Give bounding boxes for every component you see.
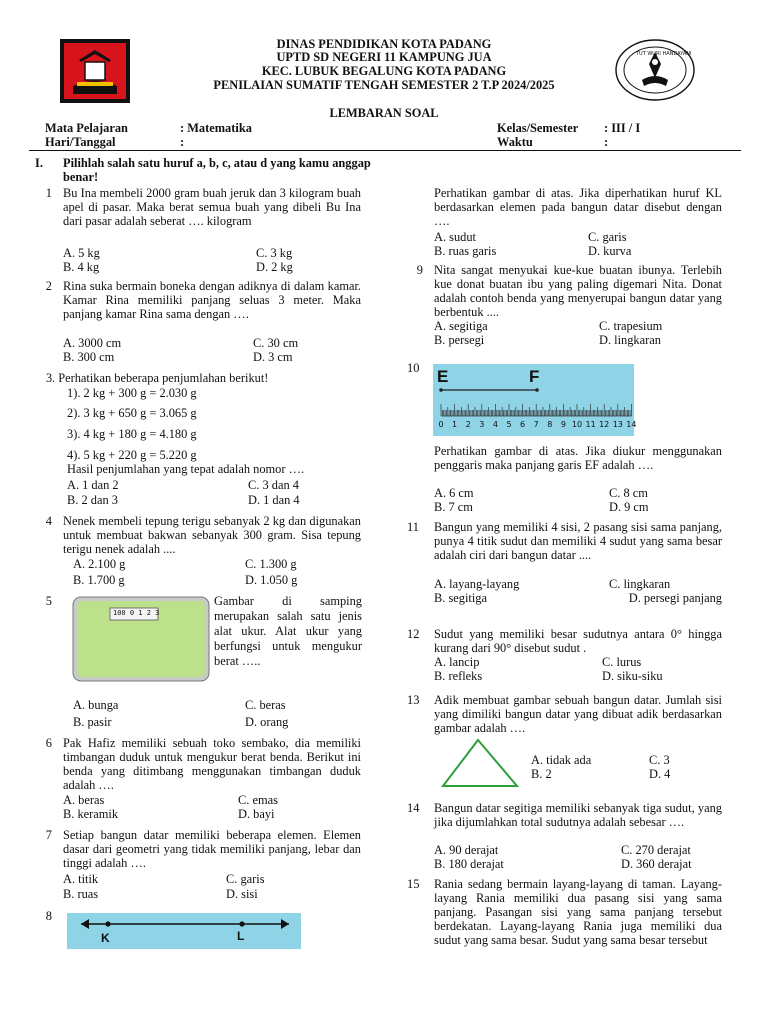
q11-number: 11 <box>407 520 419 534</box>
ruler-number-label: 0 <box>438 420 444 429</box>
ruler-number-label: 11 <box>585 420 596 429</box>
q10-option-b[interactable]: B. 7 cm <box>434 500 473 514</box>
q12-option-c[interactable]: C. lurus <box>602 655 642 669</box>
q11-option-c[interactable]: C. lingkaran <box>609 577 671 591</box>
q14-option-d[interactable]: D. 360 derajat <box>621 857 692 871</box>
header-divider <box>29 150 741 151</box>
q12-number: 12 <box>407 627 420 641</box>
q2-option-b[interactable]: B. 300 cm <box>63 350 115 364</box>
date-label: Hari/Tanggal <box>45 135 116 149</box>
q13-option-b[interactable]: B. 2 <box>531 767 552 781</box>
q1-number: 1 <box>45 186 52 200</box>
ruler-number-label: 10 <box>571 420 583 429</box>
q8-number: 8 <box>45 909 52 923</box>
q14-number: 14 <box>407 801 420 815</box>
q6-option-b[interactable]: B. keramik <box>63 807 119 821</box>
ruler-number-label: 12 <box>599 420 610 429</box>
point-k-label: K <box>101 931 110 945</box>
point-l-label: L <box>237 929 245 943</box>
header-line-4: PENILAIAN SUMATIF TENGAH SEMESTER 2 T.P 2024/2025 <box>213 78 555 92</box>
q6-option-c[interactable]: C. emas <box>238 793 278 807</box>
q3-option-a[interactable]: A. 1 dan 2 <box>67 478 119 492</box>
q5-number: 5 <box>45 594 52 608</box>
ruler-number-label: 1 <box>452 420 458 429</box>
q10-option-a[interactable]: A. 6 cm <box>434 486 474 500</box>
time-value: : <box>604 135 609 149</box>
q12-text: Sudut yang memiliki besar sudutnya antara 0° hingga kurang dari 90° disebut sudut . <box>434 627 722 655</box>
subject-label: Mata Pelajaran <box>45 121 128 135</box>
q3-option-d[interactable]: D. 1 dan 4 <box>248 493 300 507</box>
triangle-image <box>440 737 520 789</box>
q13-number: 13 <box>407 693 420 707</box>
point-e-label: E <box>437 367 449 386</box>
ruler-number-label: 6 <box>520 420 526 429</box>
subject-value: : Matematika <box>180 121 252 135</box>
document-title: LEMBARAN SOAL <box>329 106 439 120</box>
q1-text: Bu Ina membeli 2000 gram buah jeruk dan 3 kilogram buah apel di pasar. Maka berat semua buah yang dibeli Bu Ina dari pasar adalah seberat …. kilogram <box>63 186 361 228</box>
q7-number: 7 <box>45 828 52 842</box>
point-f-label: F <box>529 367 540 386</box>
ruler-number-label: 5 <box>506 420 512 429</box>
ruler-number-label: 3 <box>479 420 485 429</box>
q13-option-d[interactable]: D. 4 <box>649 767 671 781</box>
q8-text: Perhatikan gambar di atas. Jika diperhatikan huruf KL berdasarkan elemen pada bangun datar disebut dengan …. <box>434 186 722 228</box>
header-line-1: DINAS PENDIDIKAN KOTA PADANG <box>276 37 492 51</box>
logo-motto-text: TUT WURI HANDAYANI <box>636 51 692 57</box>
q2-option-d[interactable]: D. 3 cm <box>253 350 293 364</box>
q9-option-d[interactable]: D. lingkaran <box>599 333 661 347</box>
q5-text: Gambar di samping merupakan salah satu jenis alat ukur. Alat ukur yang berfungsi untuk mengukur berat ….. <box>214 594 362 668</box>
q3-option-c[interactable]: C. 3 dan 4 <box>248 478 299 492</box>
q5-option-a[interactable]: A. bunga <box>73 698 119 712</box>
q6-text: Pak Hafiz memiliki sebuah toko sembako, dia memiliki timbangan duduk untuk mengukur berat benda. Berikut ini benda yang ditimbang menggunakan timbangan duduk adalah …. <box>63 736 361 792</box>
ruler-number-label: 7 <box>533 420 539 429</box>
q2-option-c[interactable]: C. 30 cm <box>253 336 299 350</box>
q7-option-c[interactable]: C. garis <box>226 872 265 886</box>
ruler-number-label: 8 <box>547 420 553 429</box>
q10-text: Perhatikan gambar di atas. Jika diukur menggunakan penggaris maka panjang garis EF adalah …. <box>434 444 722 472</box>
q11-text: Bangun yang memiliki 4 sisi, 2 pasang sisi sama panjang, punya 4 titik sudut dan memiliki 4 sudut yang sama besar adalah ciri dari bangun datar .... <box>434 520 722 562</box>
q13-option-a[interactable]: A. tidak ada <box>531 753 592 767</box>
q4-text: Nenek membeli tepung terigu sebanyak 2 kg dan digunakan untuk membuat bakwan sebanyak 300 gram. Sisa tepung terigu nenek adalah .... <box>63 514 361 556</box>
q13-option-c[interactable]: C. 3 <box>649 753 670 767</box>
q4-number: 4 <box>45 514 52 528</box>
q7-option-a[interactable]: A. titik <box>63 872 99 886</box>
q4-option-c[interactable]: C. 1.300 g <box>245 557 297 571</box>
q10-option-d[interactable]: D. 9 cm <box>609 500 649 514</box>
q5-option-c[interactable]: C. beras <box>245 698 286 712</box>
q10-number: 10 <box>407 361 420 375</box>
q8-option-d[interactable]: D. kurva <box>588 244 632 258</box>
q3-item-4: 4). 5 kg + 220 g = 5.220 g <box>67 448 197 462</box>
ruler-ef-image <box>433 364 637 436</box>
q3-intro: . Perhatikan beberapa penjumlahan berikut! <box>52 371 269 385</box>
line-segment-kl-image <box>67 913 301 949</box>
q14-option-b[interactable]: B. 180 derajat <box>434 857 504 871</box>
q11-option-a[interactable]: A. layang-layang <box>434 577 520 591</box>
q3-item-2: 2). 3 kg + 650 g = 3.065 g <box>67 406 197 420</box>
class-label: Kelas/Semester <box>497 121 579 135</box>
q6-option-a[interactable]: A. beras <box>63 793 105 807</box>
ruler-number-label: 14 <box>626 420 637 429</box>
q15-number: 15 <box>407 877 420 891</box>
q6-option-d[interactable]: D. bayi <box>238 807 275 821</box>
q14-option-c[interactable]: C. 270 derajat <box>621 843 691 857</box>
q10-option-c[interactable]: C. 8 cm <box>609 486 648 500</box>
section-instruction: Pilihlah salah satu huruf a, b, c, atau d yang kamu anggap benar! <box>63 156 371 184</box>
ruler-number-label: 2 <box>465 420 471 429</box>
q2-text: Rina suka bermain boneka dengan adiknya di dalam kamar. Kamar Rina memiliki panjang seluas 3 meter. Maka panjang kamar Rina sama dengan …. <box>63 279 361 321</box>
date-value: : <box>180 135 185 149</box>
time-label: Waktu <box>497 135 533 149</box>
q5-option-d[interactable]: D. orang <box>245 715 289 729</box>
q12-option-a[interactable]: A. lancip <box>434 655 480 669</box>
q9-option-b[interactable]: B. persegi <box>434 333 485 347</box>
q1-option-b[interactable]: B. 4 kg <box>63 260 100 274</box>
q3-number: 3 <box>46 371 53 385</box>
q12-option-b[interactable]: B. refleks <box>434 669 483 683</box>
q1-option-a[interactable]: A. 5 kg <box>63 246 100 260</box>
q2-number: 2 <box>45 279 52 293</box>
q6-number: 6 <box>45 736 52 750</box>
q3-item-3: 3). 4 kg + 180 g = 4.180 g <box>67 427 197 441</box>
q7-option-b[interactable]: B. ruas <box>63 887 99 901</box>
q9-option-a[interactable]: A. segitiga <box>434 319 488 333</box>
q9-option-c[interactable]: C. trapesium <box>599 319 663 333</box>
padang-city-logo <box>59 38 131 104</box>
q12-option-d[interactable]: D. siku-siku <box>602 669 663 683</box>
class-value: : III / I <box>604 121 641 135</box>
section-numeral: I. <box>35 156 43 170</box>
q3-item-1: 1). 2 kg + 300 g = 2.030 g <box>67 386 197 400</box>
ruler-number-label: 13 <box>612 420 623 429</box>
scale-display-text: 100 0 1 2 3 <box>113 609 160 617</box>
q8-option-b[interactable]: B. ruas garis <box>434 244 497 258</box>
ruler-number-label: 4 <box>492 420 498 429</box>
q13-text: Adik membuat gambar sebuah bangun datar. Jumlah sisi yang dimiliki bangun datar yang dibuat adik berdasarkan gambar adalah …. <box>434 693 722 735</box>
q8-option-a[interactable]: A. sudut <box>434 230 476 244</box>
q1-option-c[interactable]: C. 3 kg <box>256 246 293 260</box>
q3-option-b[interactable]: B. 2 dan 3 <box>67 493 118 507</box>
q4-option-d[interactable]: D. 1.050 g <box>245 573 298 587</box>
q5-option-b[interactable]: B. pasir <box>73 715 112 729</box>
q1-option-d[interactable]: D. 2 kg <box>256 260 293 274</box>
header-line-2: UPTD SD NEGERI 11 KAMPUNG JUA <box>276 50 492 64</box>
q7-text: Setiap bangun datar memiliki beberapa elemen. Elemen dasar dari geometri yang tidak memiliki panjang, lebar dan tinggi adalah …. <box>63 828 361 870</box>
q9-text: Nita sangat menyukai kue-kue buatan ibunya. Terlebih kue donat buatan ibu yang paling digemari Nita. Donat adalah contoh benda yang menyerupai bangun datar yang berbentuk .... <box>434 263 722 319</box>
ruler-number-label: 9 <box>560 420 566 429</box>
q4-option-a[interactable]: A. 2.100 g <box>73 557 126 571</box>
header-line-3: KEC. LUBUK BEGALUNG KOTA PADANG <box>261 64 507 78</box>
q7-option-d[interactable]: D. sisi <box>226 887 258 901</box>
q8-option-c[interactable]: C. garis <box>588 230 627 244</box>
q15-text: Rania sedang bermain layang-layang di taman. Layang-layang Rania memiliki dua pasang sisi yang sama panjang. Pasangan sisi yang sama panjang tersebut berdekatan. Layang-layang Rania juga memiliki dua sudut yang sama besar. Sudut yang sama besar tersebut <box>434 877 722 947</box>
bathroom-scale-image <box>72 596 210 682</box>
q11-option-b[interactable]: B. segitiga <box>434 591 487 605</box>
q3-question: Hasil penjumlahan yang tepat adalah nomor …. <box>67 462 305 476</box>
q14-option-a[interactable]: A. 90 derajat <box>434 843 499 857</box>
q2-option-a[interactable]: A. 3000 cm <box>63 336 122 350</box>
q4-option-b[interactable]: B. 1.700 g <box>73 573 125 587</box>
q9-number: 9 <box>416 263 423 277</box>
q14-text: Bangun datar segitiga memiliki sebanyak tiga sudut, yang jika dijumlahkan total sudutnya adalah sebesar …. <box>434 801 722 829</box>
q11-option-d[interactable]: D. persegi panjang <box>628 591 722 605</box>
